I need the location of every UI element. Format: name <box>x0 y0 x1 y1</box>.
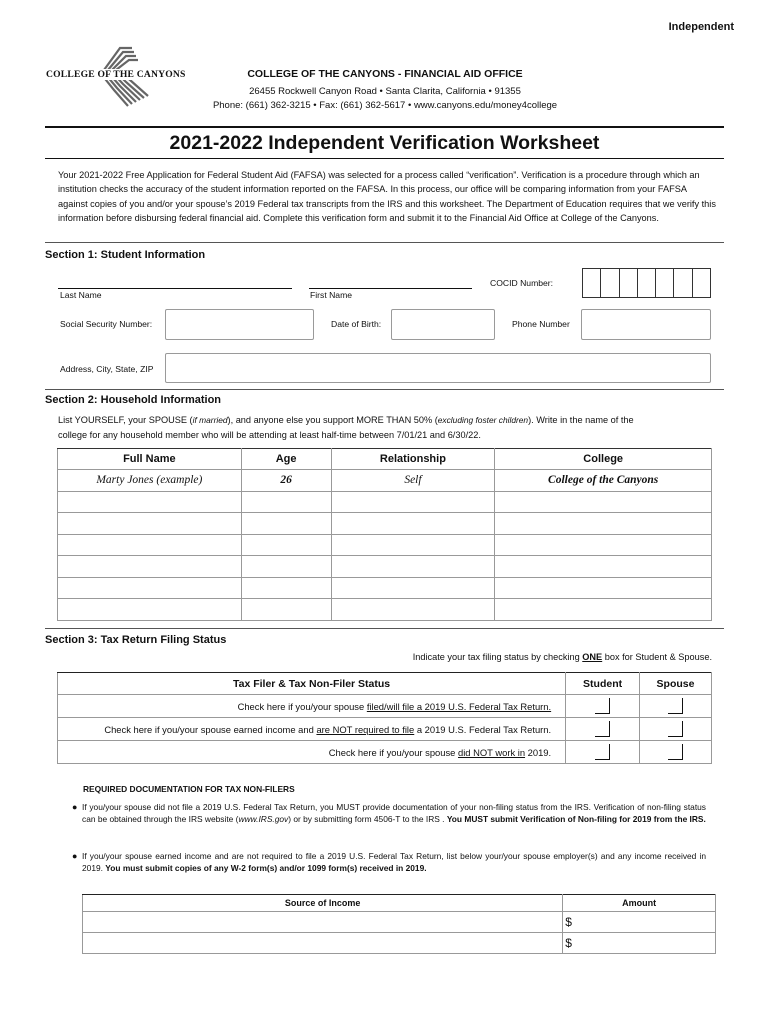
income-header-row <box>83 895 716 912</box>
example-age: 26 <box>241 470 331 492</box>
no-work-label: Check here if you/your spouse did NOT work in 2019. <box>58 741 566 764</box>
bullet-icon: ● <box>72 851 78 861</box>
currency-symbol: $ <box>565 936 572 950</box>
filing-instructions: Indicate your tax filing status by checking ONE box for Student & Spouse. <box>412 652 712 662</box>
dob-input[interactable] <box>391 309 495 340</box>
household-instructions-line2: college for any household member who will be attending at least half-time between 7/01/21 and 6/30/22. <box>58 430 481 440</box>
filer-label: Check here if you/your spouse filed/will file a 2019 U.S. Federal Tax Return. <box>58 695 566 718</box>
college-logo-text: COLLEGE OF THE CANYONS <box>46 69 186 80</box>
office-address: 26455 Rockwell Canyon Road • Santa Clarita, California • 91355 <box>249 86 521 97</box>
section1-heading: Section 1: Student Information <box>45 249 206 261</box>
cocid-input[interactable] <box>582 268 711 298</box>
income-source-input[interactable] <box>83 933 563 954</box>
section2-heading: Section 2: Household Information <box>45 394 222 406</box>
currency-symbol: $ <box>565 915 572 929</box>
col-amount: Amount <box>563 895 716 912</box>
col-college: College <box>495 449 712 470</box>
income-amount-input[interactable] <box>563 912 716 933</box>
income-table <box>82 894 716 954</box>
student-no-work-checkbox[interactable] <box>595 744 610 760</box>
required-docs-bullet-2: ● If you/your spouse earned income and are not required to file a 2019 U.S. Federal Tax Return, list below your/your spouse employer(s) and any income received in 2019. You must submit copies of any W-2 form(s) and/or 1099 form(s) received in 2019. <box>72 851 706 874</box>
filing-row-filer <box>58 695 712 718</box>
household-row[interactable] <box>58 577 712 599</box>
intro-paragraph: Your 2021-2022 Free Application for Federal Student Aid (FAFSA) was selected for a process called “verification”. Verification is a procedure through which an institution checks the accuracy of the student information reported on the FAFSA. In this process, our office will be comparing information from your FAFSA against copies of you and/or your spouse’s 2019 Federal tax transcripts from the IRS and this worksheet. The Department of Education requires that we verify this information before disbursing federal financial aid. Complete this verification form and submit it to the Financial Aid Office at College of the Canyons. <box>58 170 716 224</box>
address-input[interactable] <box>165 353 711 383</box>
ssn-label: Social Security Number: <box>60 319 153 329</box>
income-row[interactable] <box>83 933 716 954</box>
address-label: Address, City, State, ZIP <box>60 364 154 374</box>
required-docs-bullet-1: ● If you/your spouse did not file a 2019 U.S. Federal Tax Return, you MUST provide documentation of your non-filing status from the IRS. Verification of non-filing status can be obtained through the IRS website (www.IRS.gov) or by submitting form 4506-T to the IRS . You MUST submit Verification of Non-filing for 2019 from the IRS. <box>72 802 706 825</box>
phone-label: Phone Number <box>512 319 570 329</box>
household-row[interactable] <box>58 534 712 556</box>
household-instructions: List YOURSELF, your SPOUSE (if married), and anyone else you support MORE THAN 50% (excluding foster children). Write in the name of the <box>58 415 634 425</box>
spouse-nonfiler-earned-checkbox[interactable] <box>668 721 683 737</box>
student-filer-checkbox[interactable] <box>595 698 610 714</box>
last-name-input[interactable] <box>58 288 292 289</box>
household-table <box>57 448 712 621</box>
required-docs-heading: REQUIRED DOCUMENTATION FOR TAX NON-FILERS <box>83 784 295 794</box>
first-name-label: First Name <box>310 290 353 300</box>
filing-header-row <box>58 673 712 695</box>
student-nonfiler-earned-checkbox[interactable] <box>595 721 610 737</box>
ssn-input[interactable] <box>165 309 314 340</box>
filing-row-nonfiler-earned <box>58 718 712 741</box>
income-row[interactable] <box>83 912 716 933</box>
example-college: College of the Canyons <box>495 470 712 492</box>
col-spouse: Spouse <box>640 673 712 695</box>
title-divider <box>45 158 724 159</box>
form-type-label: Independent <box>668 21 734 33</box>
office-name: COLLEGE OF THE CANYONS - FINANCIAL AID OFFICE <box>247 68 523 80</box>
first-name-input[interactable] <box>309 288 472 289</box>
filing-status-table <box>57 672 712 764</box>
col-student: Student <box>566 673 640 695</box>
bullet-icon: ● <box>72 802 78 812</box>
intro-divider <box>45 242 724 243</box>
phone-input[interactable] <box>581 309 711 340</box>
col-filing-status: Tax Filer & Tax Non-Filer Status <box>58 673 566 695</box>
section2-divider <box>45 628 724 629</box>
household-row[interactable] <box>58 513 712 535</box>
household-row[interactable] <box>58 599 712 621</box>
last-name-label: Last Name <box>60 290 102 300</box>
household-example-row <box>58 470 712 492</box>
page-title: 2021-2022 Independent Verification Worksheet <box>169 132 600 154</box>
col-full-name: Full Name <box>58 449 242 470</box>
cocid-label: COCID Number: <box>490 278 554 288</box>
example-name: Marty Jones (example) <box>58 470 242 492</box>
section1-divider <box>45 389 724 390</box>
col-age: Age <box>241 449 331 470</box>
section3-heading: Section 3: Tax Return Filing Status <box>45 634 227 646</box>
income-source-input[interactable] <box>83 912 563 933</box>
household-row[interactable] <box>58 491 712 513</box>
household-header-row <box>58 449 712 470</box>
example-relationship: Self <box>331 470 495 492</box>
office-contact: Phone: (661) 362-3215 • Fax: (661) 362-5617 • www.canyons.edu/money4college <box>212 100 558 111</box>
household-row[interactable] <box>58 556 712 578</box>
col-source-of-income: Source of Income <box>83 895 563 912</box>
header-divider <box>45 126 724 128</box>
income-amount-input[interactable] <box>563 933 716 954</box>
filing-row-no-work <box>58 741 712 764</box>
col-relationship: Relationship <box>331 449 495 470</box>
dob-label: Date of Birth: <box>331 319 382 329</box>
spouse-no-work-checkbox[interactable] <box>668 744 683 760</box>
nonfiler-earned-label: Check here if you/your spouse earned income and are NOT required to file a 2019 U.S. Federal Tax Return. <box>58 718 566 741</box>
spouse-filer-checkbox[interactable] <box>668 698 683 714</box>
